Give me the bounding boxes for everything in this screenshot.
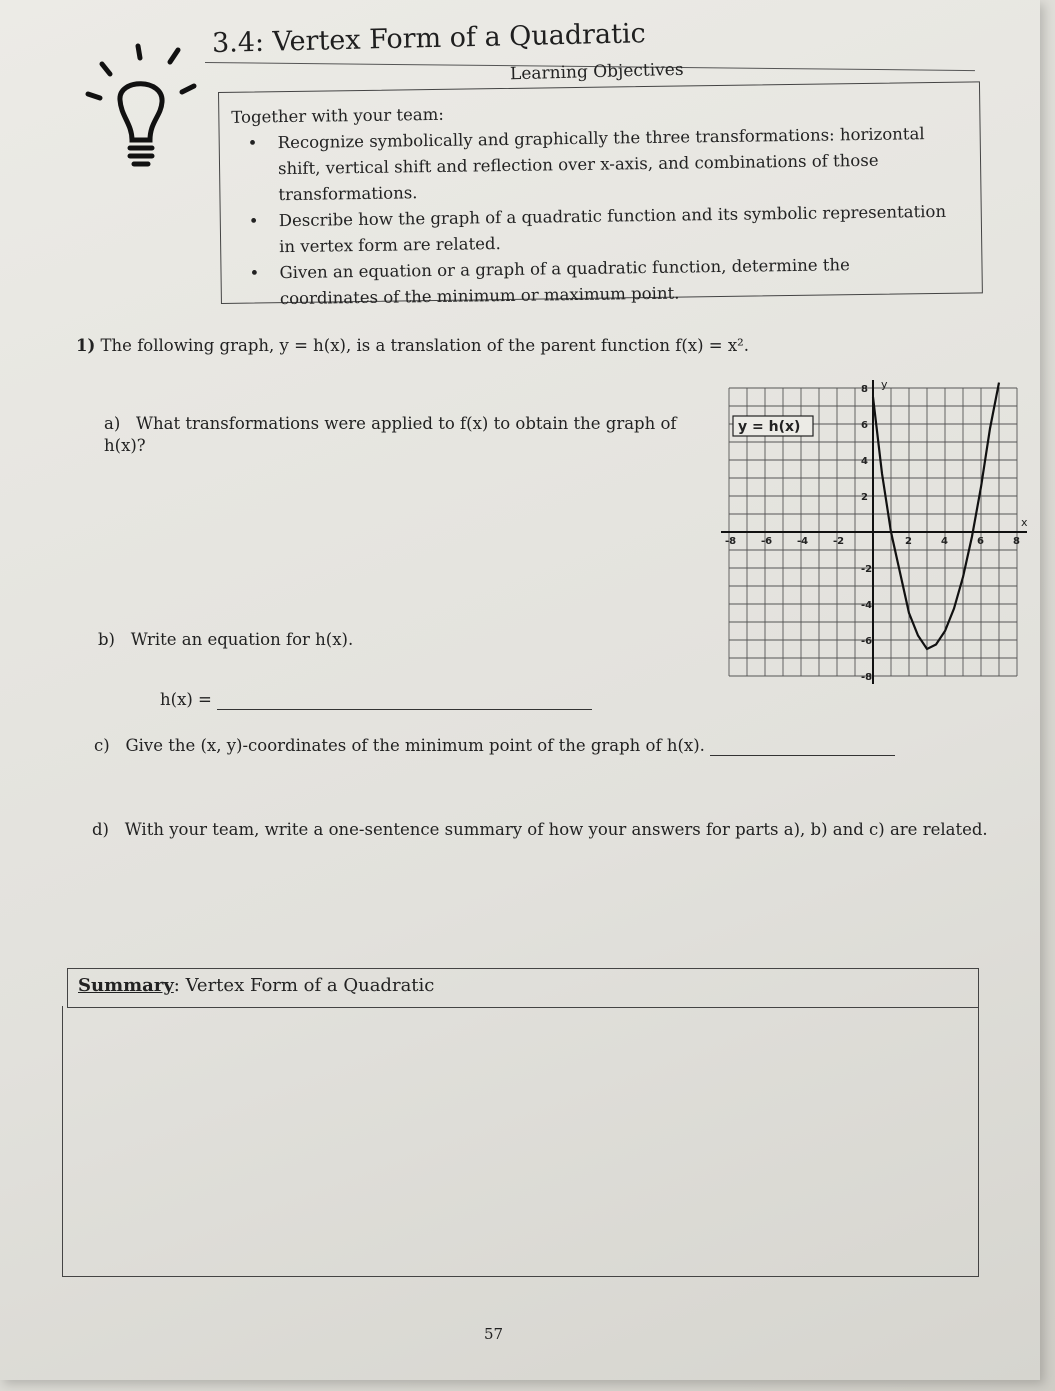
y-tick-label: -6 <box>861 636 873 647</box>
answer-blank-b[interactable] <box>217 690 592 710</box>
part-b-answer <box>160 690 592 710</box>
y-tick-label: -2 <box>861 564 873 575</box>
part-c-label: c) <box>94 736 110 755</box>
objective-text: Given an equation or a graph of a quadratic function, determine the coordinates of the minimum or maximum point. <box>279 255 850 309</box>
summary-header <box>67 968 979 1008</box>
bullet-dot: • <box>248 211 259 231</box>
summary-title <box>78 975 434 996</box>
objective-item <box>230 121 951 209</box>
page-number: 57 <box>484 1325 504 1343</box>
bullet-dot: • <box>249 263 260 283</box>
part-b-text: Write an equation for h(x). <box>130 630 354 649</box>
part-c-text: Give the (x, y)-coordinates of the minimum point of the graph of h(x). <box>125 736 705 755</box>
answer-prefix: h(x) = <box>160 690 212 709</box>
y-tick-label: 2 <box>861 492 868 503</box>
question-1-text: The following graph, y = h(x), is a translation of the parent function f(x) = x². <box>100 336 749 355</box>
bullet-dot: • <box>247 133 258 153</box>
graph-title: y = h(x) <box>738 419 801 435</box>
part-b-label: b) <box>98 630 115 649</box>
y-tick-label: 8 <box>861 384 868 395</box>
objectives-list <box>230 121 952 313</box>
page-title: 3.4: Vertex Form of a Quadratic <box>211 18 647 59</box>
part-a-label: a) <box>104 414 121 433</box>
learning-objectives-box <box>218 81 983 309</box>
summary-writing-area[interactable] <box>62 1006 979 1277</box>
y-tick-label: -8 <box>861 672 873 683</box>
x-tick-label: -2 <box>833 536 845 547</box>
y-tick-label: -4 <box>861 600 873 611</box>
objective-item <box>231 251 952 313</box>
objectives-intro: Together with your team: <box>231 104 444 127</box>
x-tick-label: -4 <box>797 536 809 547</box>
y-tick-label: 6 <box>861 420 868 431</box>
part-d <box>92 820 988 839</box>
lightbulb-icon <box>82 40 202 180</box>
summary-label: Summary <box>78 975 174 996</box>
question-1-prompt <box>76 336 749 355</box>
x-tick-label: 2 <box>905 536 912 547</box>
part-c <box>94 736 895 756</box>
x-tick-label: 8 <box>1013 536 1020 547</box>
summary-title-text: : Vertex Form of a Quadratic <box>173 975 435 996</box>
part-d-label: d) <box>92 820 109 839</box>
part-d-text: With your team, write a one-sentence summary of how your answers for parts a), b) and c) are related. <box>124 820 988 839</box>
x-tick-label: 4 <box>941 536 948 547</box>
x-tick-label: 6 <box>977 536 984 547</box>
objective-text: Describe how the graph of a quadratic function and its symbolic representation in vertex form are related. <box>278 201 947 257</box>
x-axis-label: x <box>1021 516 1028 529</box>
question-number: 1) <box>76 336 96 355</box>
part-a-text: What transformations were applied to f(x) to obtain the graph of h(x)? <box>104 414 677 455</box>
quadratic-graph <box>715 372 1035 692</box>
objectives-label: Learning Objectives <box>509 59 684 85</box>
y-axis-label: y <box>881 378 888 391</box>
x-tick-label: -6 <box>761 536 773 547</box>
y-tick-label: 4 <box>861 456 868 467</box>
part-a <box>104 413 684 457</box>
answer-blank-c[interactable] <box>710 736 895 756</box>
x-tick-label: -8 <box>725 536 737 547</box>
objective-text: Recognize symbolically and graphically the three transformations: horizontal shift, vertical shift and reflection over x-axis, and combinations of those transformations. <box>277 124 925 205</box>
part-b <box>98 630 353 649</box>
parabola-curve <box>873 383 999 649</box>
